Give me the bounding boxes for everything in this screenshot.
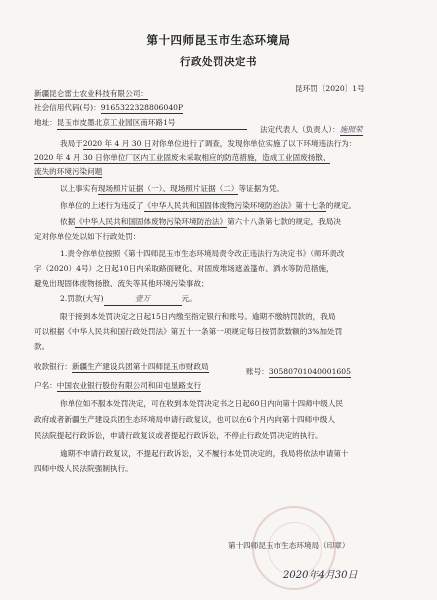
address: 昆玉市皮墨北京工业园区南环路1号: [57, 117, 247, 130]
p2-text: 2020 年 4 月 30 日你单位厂区内工业固废未采取相应的防范措施，造成工业固废扬散、: [34, 153, 331, 162]
p6-law: 《中华人民共和国固体废物污染环境防治法》: [75, 217, 228, 226]
address-line: [34, 117, 247, 130]
p8-text-a: 1.责令你单位按照《第十四师昆玉市生态环境局责令改正违法行为决定书》（师环责改: [60, 249, 345, 258]
paragraph-7: [34, 231, 140, 242]
recipient-line: [34, 88, 148, 99]
p3-text: 流失的环境污染问题: [34, 167, 103, 176]
p4-text-a: 以上事实有: [60, 184, 98, 193]
account-name: 中国农业银行股份有限公司和田屯垦路支行: [56, 381, 202, 390]
legal-rep: 施照荣: [339, 125, 363, 134]
document-title: 第十四师昆玉市生态环境局: [146, 33, 291, 47]
credit-code-line: [34, 102, 183, 113]
p11-text-c: 民法院提起行政诉讼，申请行政复议或者提起行政诉讼，不停止行政处罚决定的执行。: [34, 431, 323, 440]
p5-text-a: 你单位的上述行为违反了: [60, 201, 144, 210]
legal-rep-line: [260, 124, 363, 135]
p10-text-b: 可以根据《中华人民共和国行政处罚法》第五十一条第一项规定每日按罚款数额的3%加处罚: [34, 327, 343, 336]
paragraph-6: [60, 216, 341, 227]
bank-name: 新疆生产建设兵团第十四师昆玉市财政局: [71, 362, 209, 371]
bank-line: [34, 361, 209, 372]
bank-label: 收款银行：: [34, 362, 72, 371]
paragraph-10a: [60, 311, 335, 322]
fine-amount: 壹万: [104, 293, 182, 306]
paragraph-8a: [60, 248, 344, 259]
paragraph-10b: [34, 326, 342, 337]
p8-text-c: 避免出现固体废物扬散、流失等其他环境污染事故；: [34, 279, 209, 288]
p1-text-a: 我局于: [60, 139, 83, 148]
p6-text-d: 的规定，我局决: [287, 217, 341, 226]
p12-text-a: 逾期不申请行政复议，不提起行政诉讼，又不履行本处罚决定的，我局将依法申请第十: [60, 449, 349, 458]
p9-text-c: 元。: [181, 294, 197, 303]
p1-date: 2020 年 4 月 30 日: [82, 139, 152, 148]
p6-article: 第六十八条第七款: [227, 217, 288, 226]
paragraph-11a: [60, 398, 343, 409]
account-number: 30580701040001605: [268, 367, 351, 376]
p10-text-a: 限于接到本处罚决定之日起15日内缴至指定银行和账号。逾期不缴纳罚款的，我局: [60, 312, 336, 321]
credit-code: 91653223288060​40P: [100, 103, 184, 112]
document-number: 昆环罚〔2020〕1号: [295, 84, 365, 93]
paragraph-12b: [34, 463, 133, 474]
p8-text-b: 字（2020）4号）之日起10日内采取路面硬化、对固废堆场遮盖篷布、洒水等防范措施，: [34, 264, 334, 273]
sign-date: 2020年4月30日: [283, 570, 358, 581]
paragraph-9: [60, 293, 197, 306]
p6-text-a: 依据: [60, 217, 76, 226]
legal-rep-label: 法定代表人（负责人）：: [260, 125, 340, 134]
credit-code-label: 社会信用代码(号)：: [34, 103, 101, 112]
p9-text-a: 2.罚款(大写): [60, 294, 104, 303]
paragraph-2: [34, 152, 330, 163]
account-number-line: [246, 366, 351, 377]
p5-text-c: 的规定。: [325, 201, 357, 210]
p12-text-b: 四师中级人民法院强制执行。: [34, 464, 133, 473]
paragraph-8c: [34, 278, 209, 289]
p10-text-c: 款。: [34, 342, 50, 351]
p4-text-c: 等证据为凭。: [238, 184, 285, 193]
account-line: [34, 380, 201, 391]
paragraph-3: [34, 166, 102, 177]
paragraph-4: [60, 183, 284, 194]
p5-law: 《中华人民共和国固体废物污染环境防治法》第十七条: [143, 201, 326, 210]
paragraph-8b: [34, 263, 334, 274]
paragraph-11b: [34, 414, 335, 425]
document-subtitle: 行政处罚决定书: [180, 56, 257, 68]
address-label: 地址：: [34, 118, 57, 127]
paragraph-5: [60, 200, 356, 211]
paragraph-11c: [34, 430, 323, 441]
paragraph-10c: [34, 341, 49, 352]
recipient: 新疆昆仑雷士农业科技有限公司：: [34, 89, 148, 98]
account-name-label: 户名：: [34, 381, 57, 390]
signature: 第十四师昆玉市生态环境局（印章）: [228, 541, 350, 550]
p4-evidence: 现场照片证据（一）、现场照片证据（二）: [97, 184, 239, 193]
p1-text-b: 对你单位进行了调查，发现你单位实施了以下环境违法行为：: [151, 139, 357, 148]
account-number-label: 账号：: [246, 367, 269, 376]
p11-text-b: 政府或者新疆生产建设兵团生态环境局申请行政复议，也可以在6个月内向第十四师中级人: [34, 415, 335, 424]
paragraph-12a: [60, 448, 349, 459]
p7-text: 定对你单位处以如下行政处罚：: [34, 232, 141, 241]
paragraph-1: [60, 138, 356, 149]
p11-text-a: 你单位如不服本处罚决定，可在收到本处罚决定书之日起60日内向第十四师中级人民: [60, 399, 344, 408]
